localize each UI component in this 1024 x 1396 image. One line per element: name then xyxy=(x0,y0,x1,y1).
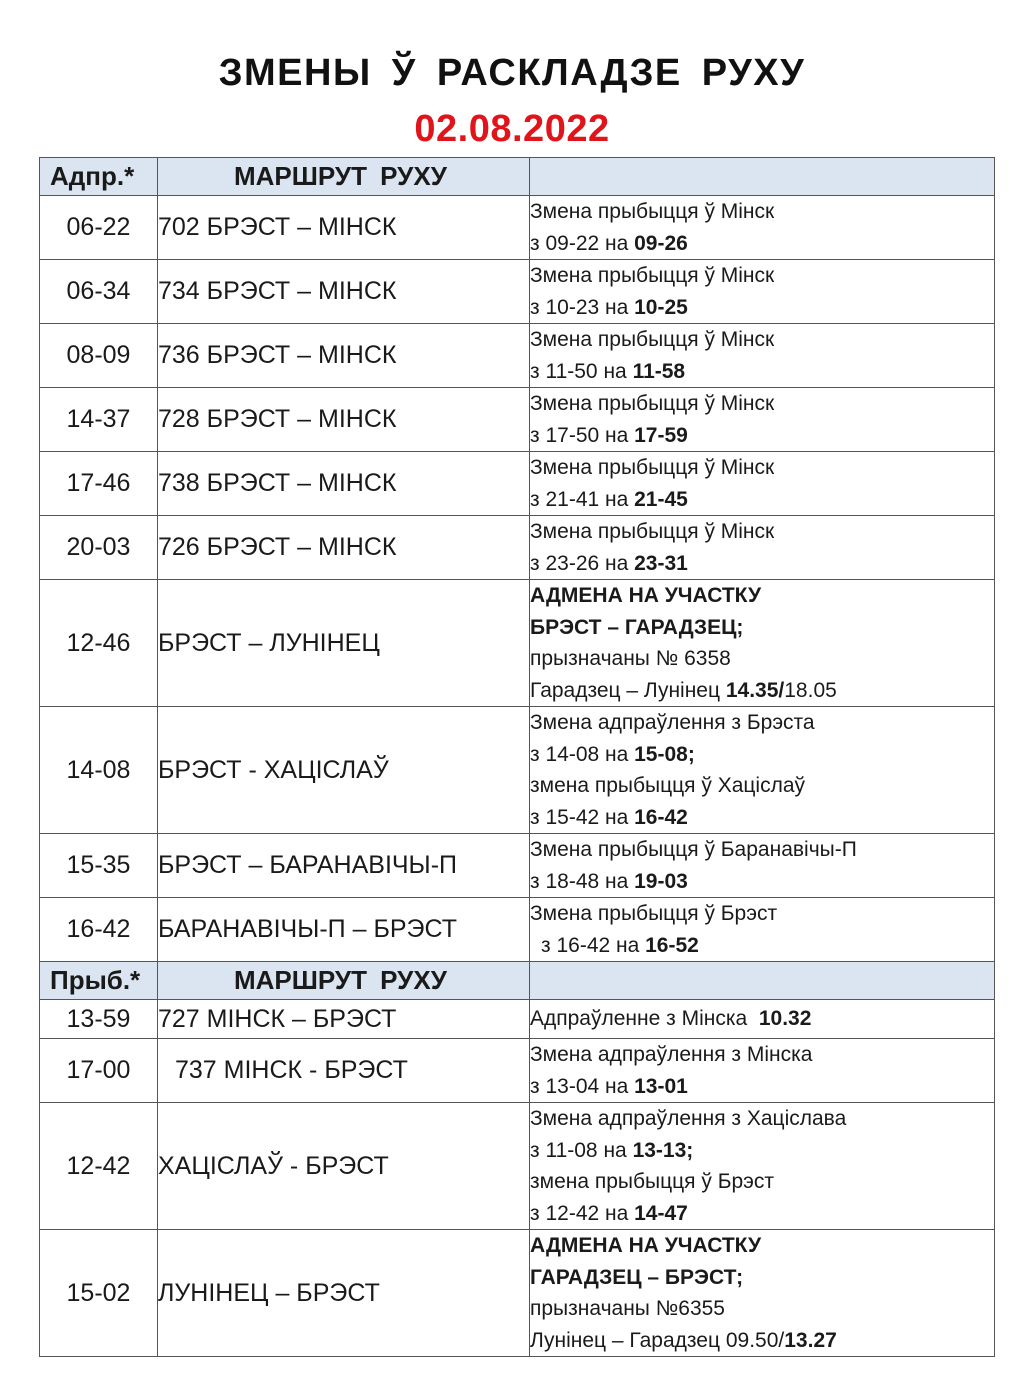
route-cell: БРЭСТ – ЛУНІНЕЦ xyxy=(158,580,530,707)
time-cell: 16-42 xyxy=(40,898,158,962)
note-line: Змена адпраўлення з Мінска xyxy=(530,1043,813,1066)
note-text: з 09-22 на xyxy=(530,231,635,255)
change-cell xyxy=(530,1230,995,1357)
route-cell: 737 МІНСК - БРЭСТ xyxy=(158,1039,530,1103)
note-line xyxy=(530,739,994,771)
note-line: прызначаны №6355 xyxy=(530,1297,725,1320)
route-cell: 728 БРЭСТ – МІНСК xyxy=(158,388,530,452)
note-line xyxy=(530,1003,994,1035)
note-text: з 11-08 на xyxy=(530,1138,633,1162)
note-text: Адпраўленне з Мінска xyxy=(530,1007,759,1031)
new-time: 14-47 xyxy=(634,1201,688,1225)
new-time: 16-42 xyxy=(634,805,688,829)
arrivals-header-row xyxy=(40,962,995,1000)
table-row xyxy=(40,196,995,260)
change-cell xyxy=(530,196,995,260)
note-line: змена прыбыцця ў Брэст xyxy=(530,1170,775,1193)
note-line: Змена прыбыцця ў Мінск xyxy=(530,328,775,351)
change-cell xyxy=(530,1000,995,1039)
new-time: 15-08; xyxy=(634,742,695,766)
change-cell xyxy=(530,260,995,324)
time-cell: 08-09 xyxy=(40,324,158,388)
schedule-table xyxy=(39,157,995,1357)
time-cell: 15-02 xyxy=(40,1230,158,1357)
note-text: 18.05 xyxy=(784,678,837,702)
change-cell xyxy=(530,834,995,898)
note-line: Змена прыбыцця ў Мінск xyxy=(530,264,775,287)
change-cell xyxy=(530,452,995,516)
time-cell: 12-46 xyxy=(40,580,158,707)
note-line: АДМЕНА НА УЧАСТКУ xyxy=(530,1234,762,1257)
route-cell: 727 МІНСК – БРЭСТ xyxy=(158,1000,530,1039)
note-line: Змена прыбыцця ў Мінск xyxy=(530,392,775,415)
time-cell: 14-37 xyxy=(40,388,158,452)
new-time: 10-25 xyxy=(634,295,688,319)
table-row xyxy=(40,1103,995,1230)
route-cell: ХАЦІСЛАЎ - БРЭСТ xyxy=(158,1103,530,1230)
note-line xyxy=(530,356,994,388)
time-cell: 20-03 xyxy=(40,516,158,580)
route-header: МАРШРУТ РУХУ xyxy=(158,158,530,196)
note-line: Змена адпраўлення з Хацiслава xyxy=(530,1107,847,1130)
new-time: 11-58 xyxy=(632,359,686,383)
table-row xyxy=(40,260,995,324)
time-cell: 14-08 xyxy=(40,707,158,834)
table-row xyxy=(40,452,995,516)
table-row xyxy=(40,324,995,388)
route-cell: 734 БРЭСТ – МІНСК xyxy=(158,260,530,324)
route-cell: 738 БРЭСТ – МІНСК xyxy=(158,452,530,516)
route-header: МАРШРУТ РУХУ xyxy=(158,962,530,1000)
note-line xyxy=(530,930,994,962)
note-line xyxy=(530,548,994,580)
table-row xyxy=(40,1230,995,1357)
note-text: з 14-08 на xyxy=(530,742,635,766)
route-cell: БРЭСТ – БАРАНАВІЧЫ-П xyxy=(158,834,530,898)
time-cell: 12-42 xyxy=(40,1103,158,1230)
note-line xyxy=(530,484,994,516)
change-cell xyxy=(530,580,995,707)
table-row xyxy=(40,388,995,452)
note-text: з 10-23 на xyxy=(530,295,635,319)
change-header xyxy=(530,158,995,196)
departures-time-header: Адпр.* xyxy=(40,158,158,196)
new-time: 13.27 xyxy=(784,1328,837,1352)
note-text: з 21-41 на xyxy=(530,487,635,511)
new-time: 19-03 xyxy=(634,869,688,893)
note-text: з 12-42 на xyxy=(530,1201,635,1225)
time-cell: 13-59 xyxy=(40,1000,158,1039)
note-text: з 13-04 на xyxy=(530,1074,635,1098)
note-line xyxy=(530,866,994,898)
note-line: БРЭСТ – ГАРАДЗЕЦ; xyxy=(530,615,744,639)
note-text: з 15-42 на xyxy=(530,805,635,829)
page-title: ЗМЕНЫ Ў РАСКЛАДЗЕ РУХУ xyxy=(218,52,806,94)
note-text: з 23-26 на xyxy=(530,551,635,575)
note-text: Лунінец – Гарадзец 09.50/ xyxy=(530,1328,785,1352)
note-line: Змена прыбыцця ў Мінск xyxy=(530,456,775,479)
route-cell: 702 БРЭСТ – МІНСК xyxy=(158,196,530,260)
new-time: 21-45 xyxy=(634,487,688,511)
new-time: 09-26 xyxy=(634,231,688,255)
note-line: Змена прыбыцця ў Мінск xyxy=(530,200,775,223)
note-line xyxy=(530,1135,994,1167)
change-cell xyxy=(530,707,995,834)
note-line xyxy=(530,802,994,834)
note-text: з 11-50 на xyxy=(530,359,633,383)
note-line xyxy=(530,292,994,324)
note-line: прызначаны № 6358 xyxy=(530,647,731,670)
route-cell: БРЭСТ - ХАЦІСЛАЎ xyxy=(158,707,530,834)
time-cell: 06-34 xyxy=(40,260,158,324)
schedule-date: 02.08.2022 xyxy=(414,108,610,150)
new-time: 23-31 xyxy=(634,551,688,575)
note-line: Змена прыбыцця ў Баранавічы-П xyxy=(530,838,857,861)
table-row xyxy=(40,516,995,580)
new-time: 13-01 xyxy=(634,1074,688,1098)
note-line xyxy=(530,1198,994,1230)
arrivals-time-header: Прыб.* xyxy=(40,962,158,1000)
route-cell: 736 БРЭСТ – МІНСК xyxy=(158,324,530,388)
new-time: 10.32 xyxy=(758,1007,812,1031)
note-line: АДМЕНА НА УЧАСТКУ xyxy=(530,584,762,607)
change-cell xyxy=(530,516,995,580)
table-row xyxy=(40,834,995,898)
time-cell: 06-22 xyxy=(40,196,158,260)
note-line: змена прыбыцця ў Хацiслаў xyxy=(530,774,806,797)
route-cell: БАРАНАВІЧЫ-П – БРЭСТ xyxy=(158,898,530,962)
note-line xyxy=(530,1325,994,1357)
table-row xyxy=(40,580,995,707)
time-cell: 15-35 xyxy=(40,834,158,898)
note-text: з 17-50 на xyxy=(530,423,635,447)
change-cell xyxy=(530,388,995,452)
change-cell xyxy=(530,898,995,962)
time-cell: 17-46 xyxy=(40,452,158,516)
change-cell xyxy=(530,1103,995,1230)
new-time: 14.35/ xyxy=(725,678,785,702)
new-time: 13-13; xyxy=(632,1138,694,1162)
note-line: Змена прыбыцця ў Мінск xyxy=(530,520,775,543)
note-line: ГАРАДЗЕЦ – БРЭСТ; xyxy=(530,1265,744,1289)
note-line xyxy=(530,228,994,260)
route-cell: ЛУНІНЕЦ – БРЭСТ xyxy=(158,1230,530,1357)
new-time: 17-59 xyxy=(634,423,688,447)
table-row xyxy=(40,707,995,834)
route-cell: 726 БРЭСТ – МІНСК xyxy=(158,516,530,580)
note-line xyxy=(530,675,994,707)
note-line xyxy=(530,1071,994,1103)
note-line: Змена адпраўлення з Брэста xyxy=(530,711,815,734)
table-row xyxy=(40,1000,995,1039)
change-cell xyxy=(530,1039,995,1103)
table-row xyxy=(40,1039,995,1103)
change-header xyxy=(530,962,995,1000)
departures-header-row xyxy=(40,158,995,196)
note-line: Змена прыбыцця ў Брэст xyxy=(530,902,778,925)
note-text: з 18-48 на xyxy=(530,869,635,893)
note-line xyxy=(530,420,994,452)
time-cell: 17-00 xyxy=(40,1039,158,1103)
change-cell xyxy=(530,324,995,388)
note-text: Гарадзец – Лунінец xyxy=(530,678,726,702)
note-text: з 16-42 на xyxy=(541,933,646,957)
table-row xyxy=(40,898,995,962)
new-time: 16-52 xyxy=(645,933,699,957)
